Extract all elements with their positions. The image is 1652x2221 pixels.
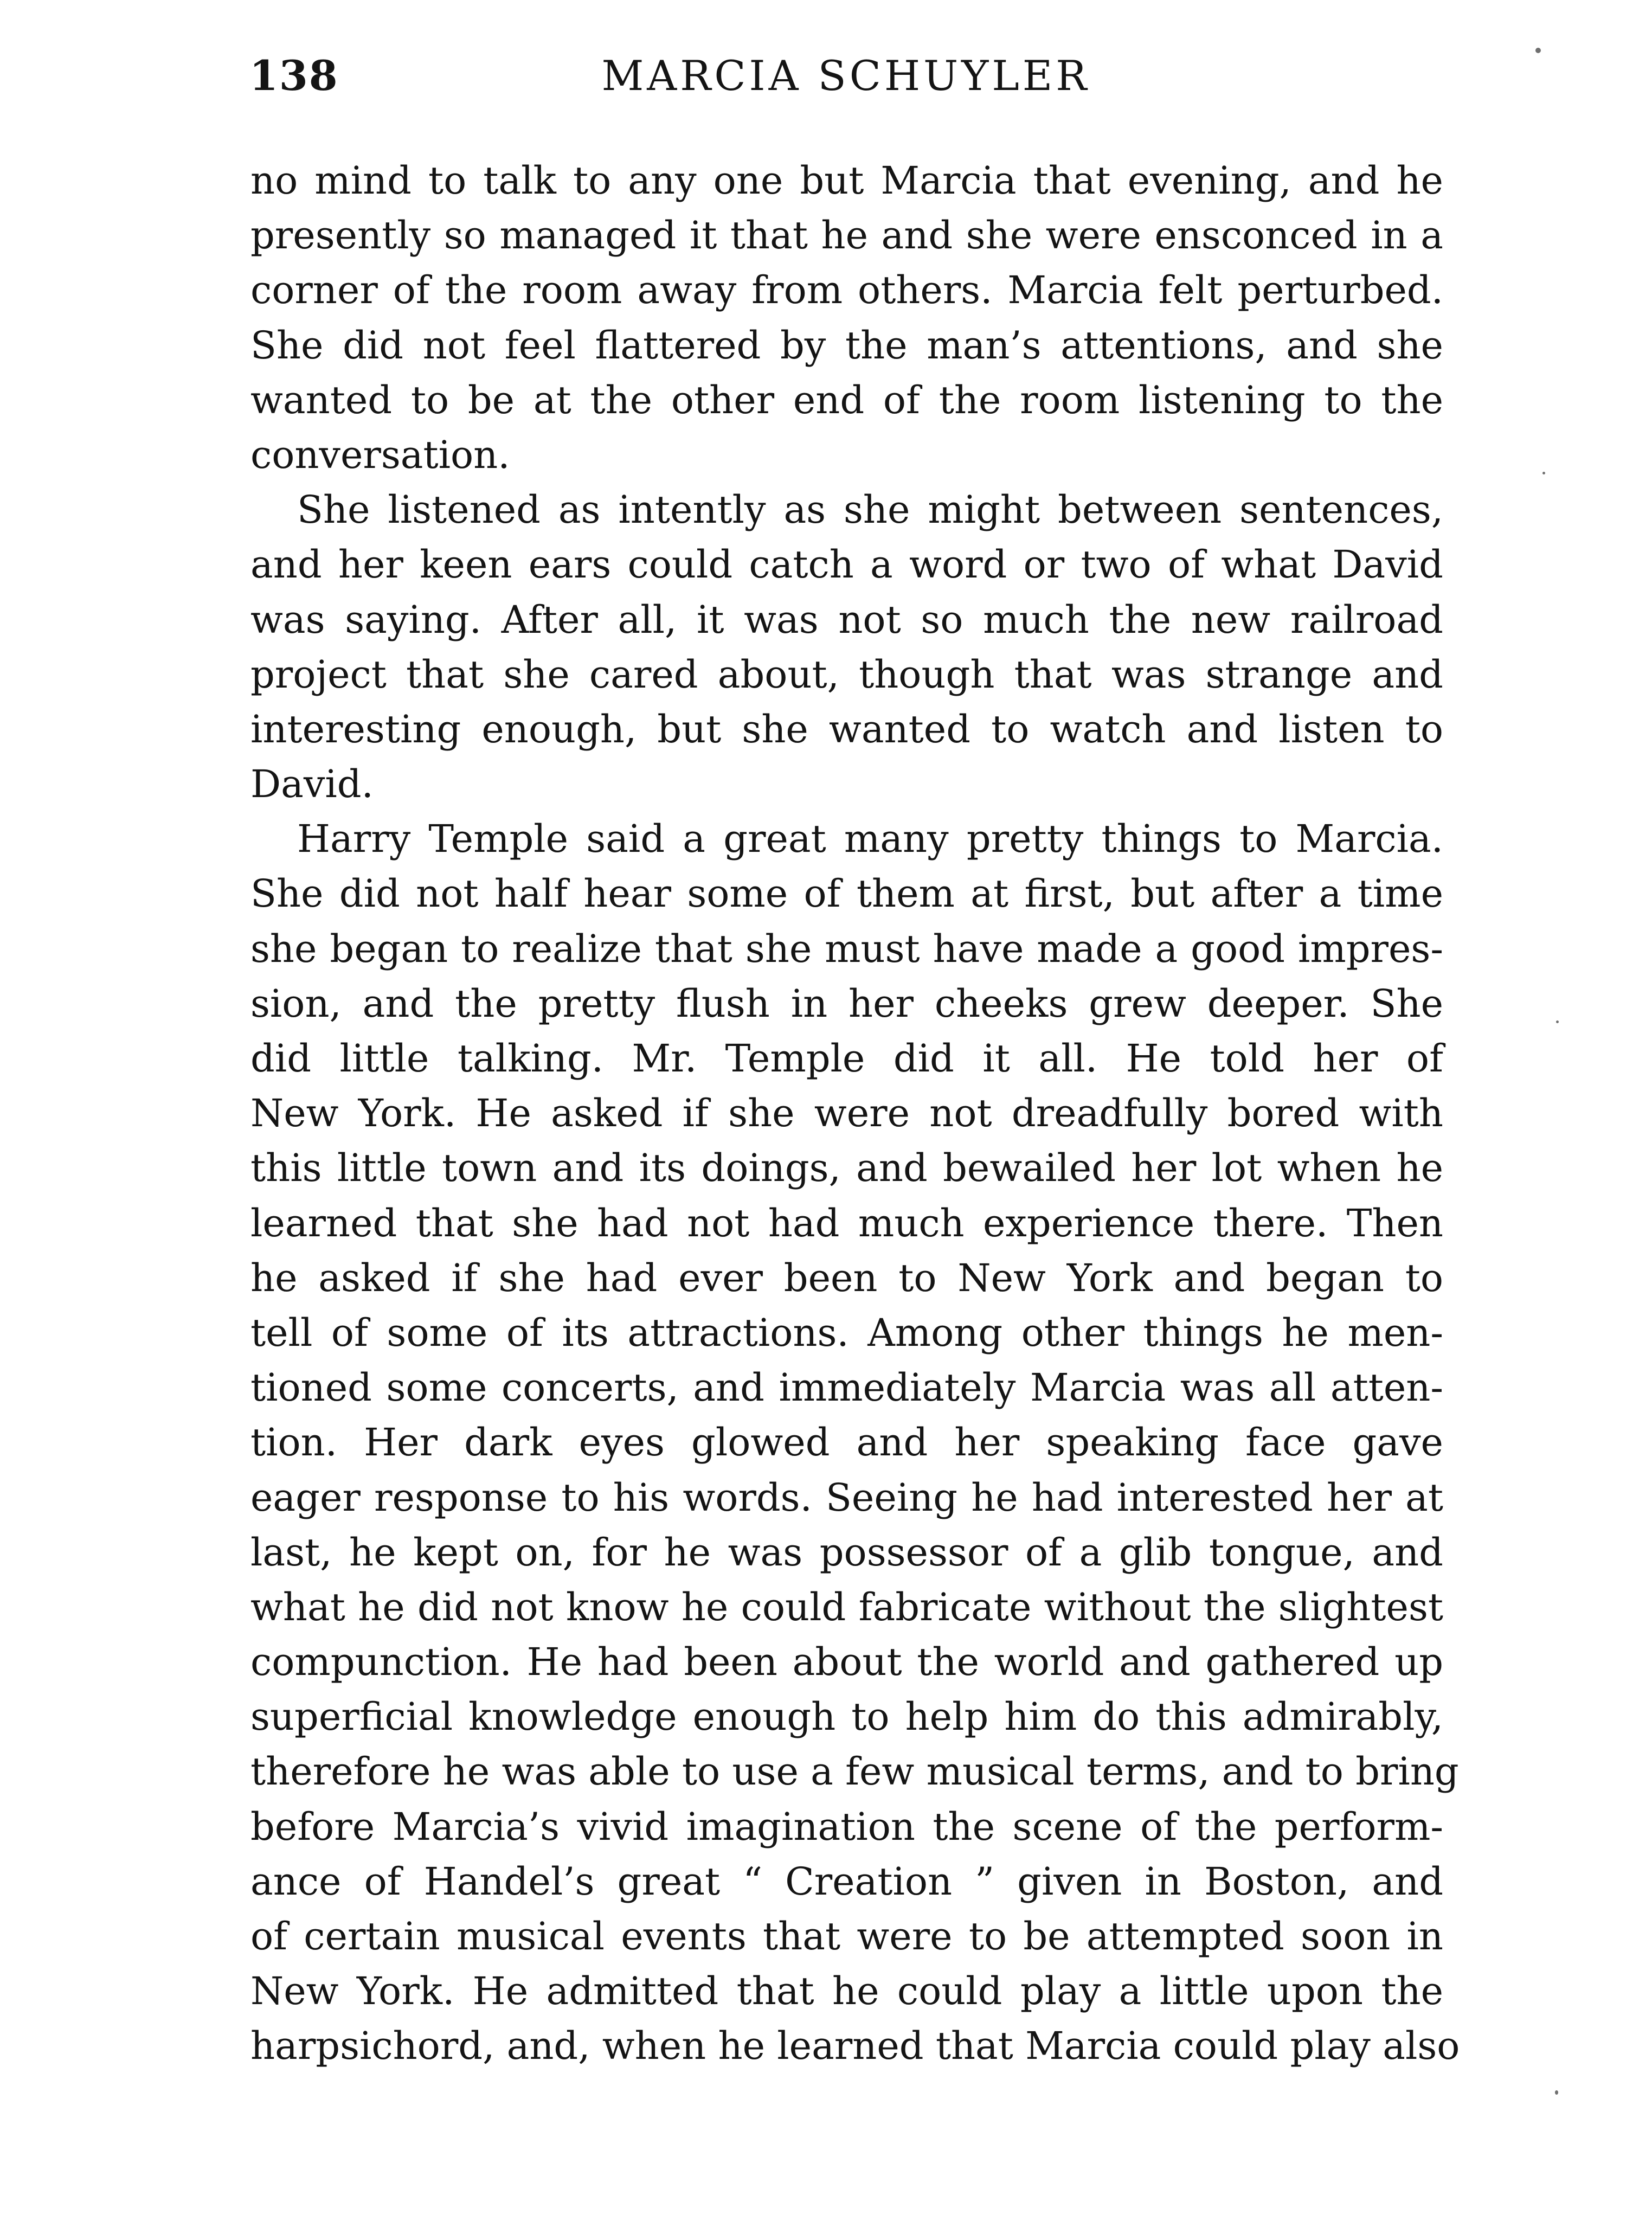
text-line: of certain musical events that were to be attempted soon in <box>250 1914 1443 1959</box>
text-line: eager response to his words. Seeing he had interested her at <box>250 1475 1443 1520</box>
scan-speck <box>1555 2090 1558 2095</box>
scan-speck <box>1556 1020 1559 1023</box>
scan-speck <box>1535 48 1541 53</box>
paragraph-1 <box>250 153 1443 483</box>
body-text <box>250 153 1460 2074</box>
text-line: what he did not know he could fabricate without the slightest <box>250 1584 1443 1629</box>
running-head <box>249 52 1442 117</box>
text-line: this little town and its doings, and bewailed her lot when he <box>250 1146 1443 1191</box>
text-line: ance of Handel’s great “ Creation ” given in Boston, and <box>250 1859 1443 1904</box>
text-line: She did not half hear some of them at first, but after a time <box>250 871 1443 916</box>
text-line: therefore he was able to use a few musical terms, and to bring <box>250 1749 1459 1794</box>
text-line: conversation. <box>250 432 510 477</box>
text-line: sion, and the pretty flush in her cheeks grew deeper. She <box>250 981 1443 1026</box>
page-number: 138 <box>249 52 339 100</box>
text-line: project that she cared about, though that was strange and <box>250 652 1443 697</box>
scan-speck <box>1542 472 1545 474</box>
text-line: harpsichord, and, when he learned that Marcia could play also <box>250 2024 1460 2069</box>
text-line: interesting enough, but she wanted to watch and listen to <box>250 707 1443 752</box>
text-line: and her keen ears could catch a word or two of what David <box>250 542 1443 587</box>
text-line: tioned some concerts, and immediately Marcia was all atten- <box>250 1365 1443 1410</box>
text-line: New York. He admitted that he could play a little upon the <box>250 1969 1443 2014</box>
text-line: did little talking. Mr. Temple did it all. He told her of <box>250 1036 1443 1081</box>
text-line: She did not feel flattered by the man’s attentions, and she <box>250 323 1443 368</box>
text-line: wanted to be at the other end of the room listening to the <box>250 377 1443 422</box>
text-line: before Marcia’s vivid imagination the scene of the perform- <box>250 1804 1443 1849</box>
text-line: Harry Temple said a great many pretty things to Marcia. <box>297 817 1443 862</box>
text-line: superficial knowledge enough to help him do this admirably, <box>250 1694 1443 1739</box>
text-line: she began to realize that she must have made a good impres- <box>250 926 1443 971</box>
text-line: She listened as intently as she might between sentences, <box>297 487 1443 532</box>
text-line: learned that she had not had much experience there. Then <box>250 1201 1443 1246</box>
text-line: last, he kept on, for he was possessor of a glib tongue, and <box>250 1530 1443 1575</box>
text-line: tell of some of its attractions. Among other things he men- <box>250 1310 1443 1355</box>
paragraph-2 <box>250 483 1443 812</box>
text-line: compunction. He had been about the world and gathered up <box>250 1640 1443 1685</box>
text-line: corner of the room away from others. Marcia felt perturbed. <box>250 268 1443 313</box>
text-line: no mind to talk to any one but Marcia that evening, and he <box>250 158 1443 203</box>
text-line: presently so managed it that he and she were ensconced in a <box>250 213 1443 258</box>
paragraph-3 <box>250 812 1460 2074</box>
text-line: New York. He asked if she were not dreadfully bored with <box>250 1091 1443 1136</box>
text-line: was saying. After all, it was not so much the new railroad <box>250 597 1443 642</box>
text-line: David. <box>250 762 374 807</box>
text-line: he asked if she had ever been to New York and began to <box>250 1255 1443 1300</box>
text-line: tion. Her dark eyes glowed and her speaking face gave <box>250 1420 1443 1465</box>
running-title: MARCIA SCHUYLER <box>601 52 1090 100</box>
